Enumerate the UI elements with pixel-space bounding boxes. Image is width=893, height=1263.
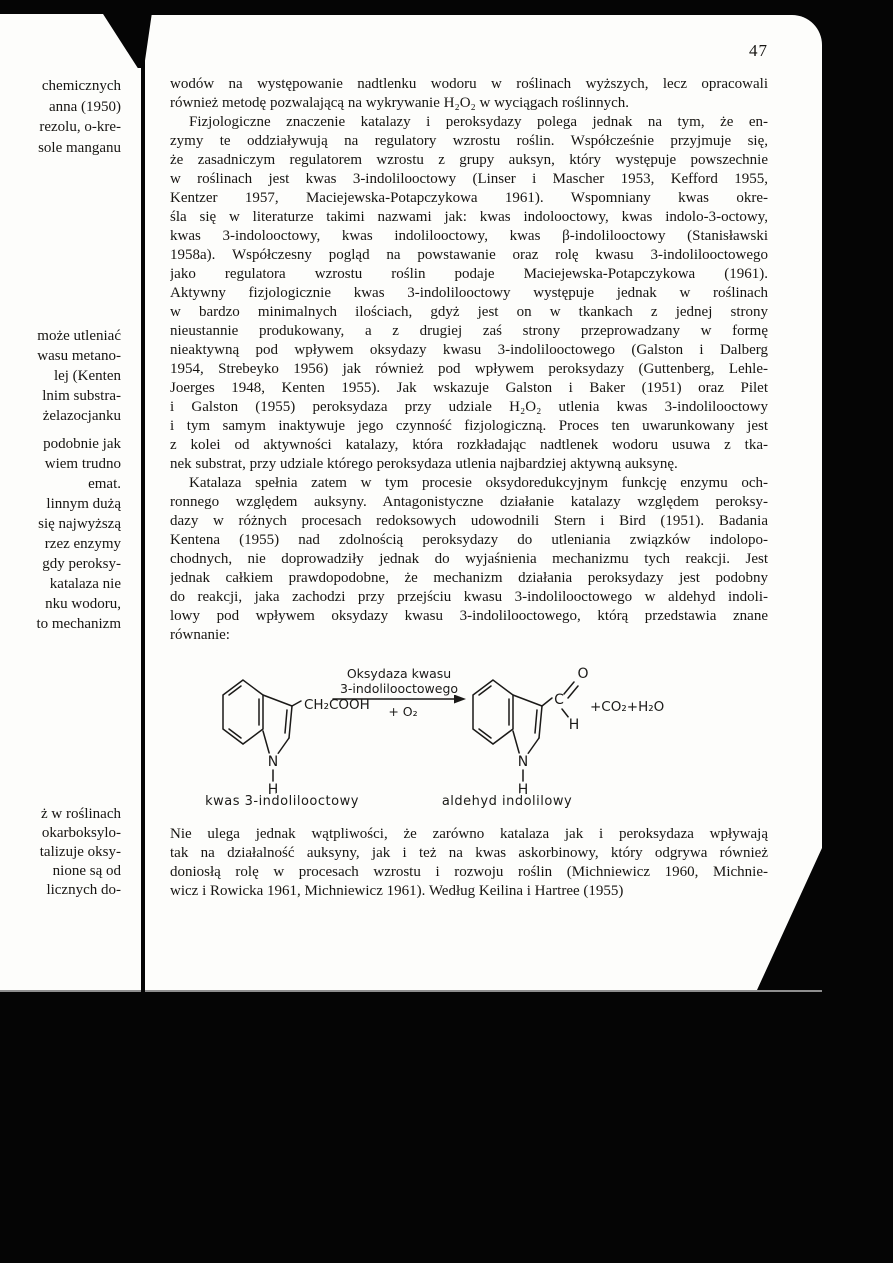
text-line: jako regulatora wzrostu roślin podaje Maciejewska-Potapczykowa (1961). [170,266,768,282]
text-line: kwas 3-indolooctowy, kwas indolilooctowy, kwas β-indolilooctowy (Stanisławski [170,228,768,244]
hydrogen-label: H [267,782,279,798]
nitrogen-label: N [517,754,529,770]
text-line: równanie: [170,627,230,643]
text-line: żelazocjanku [42,408,121,424]
text-line: gdy peroksy- [42,556,121,572]
text-line: nek substrat, przy udziale którego peroksydaza utlenia najbardziej aktywną auksynę. [170,456,678,472]
text-line: wiem trudno [44,456,121,472]
text-line: śla się w literaturze takimi nazwami jak: kwas indolooctowy, kwas indolo-3-octowy, [170,209,768,225]
text-line: w bardzo minimalnych ilościach, gdyż jest on w tkankach z jednej strony [170,304,768,320]
text-line: anna (1950) [48,98,121,115]
text-line: Joerges 1948, Kenten 1955). Jak wskazuje Galston i Baker (1951) oraz Pilet [170,380,768,396]
left-structure-caption: kwas 3-indolilooctowy [205,794,359,809]
main-text [170,75,768,645]
ch2cooh-label: CH₂COOH [304,697,370,713]
paragraph-1 [170,75,768,113]
paragraph-2 [170,113,768,474]
carbon-label: C [554,692,564,708]
right-structure-caption: aldehyd indolilowy [441,794,573,809]
oxidase-label-line1: Oksydaza kwasu [346,666,452,681]
text-line: emat. [88,476,121,492]
text-line: rezolu, o-kre- [39,119,121,135]
left-page-sliver [0,14,141,992]
products-label: +CO₂+H₂O [590,699,665,715]
text-line: chemicznych [41,78,121,94]
text-line: jednak całkiem prawdopodobne, że mechanizm działania peroksydazy jest podobny [170,570,768,586]
text-line: Aktywny fizjologicznie kwas 3-indolilooctowy występuje jednak w roślinach [170,285,768,301]
text-line: wasu metano- [37,348,121,364]
paragraph-4 [170,825,768,901]
text-line: również metodę pozwalającą na wykrywanie H₂O₂ w wyciągach roślinnych. [170,95,630,111]
text-line: Katalaza spełnia zatem w tym procesie oksydoredukcyjnym funkcję enzymu och- [189,475,768,491]
text-line: talizuje oksy- [39,844,121,860]
fragment-group-1 [0,76,121,158]
text-line: Kentena (1955) nad zdolnością peroksydazy do utleniania związków indolopo- [170,532,768,548]
text-line: tak na działalność auksyny, jak i też na kwas askorbinowy, który odgrywa również [170,845,768,861]
text-line: dazy w różnych procesach redoksowych udowodnili Stern i Bird (1951). Badania [170,513,768,529]
page-number: 47 [749,41,768,60]
text-line: rzez enzymy [44,536,121,552]
text-line: chodnych, nie doprowadziły jednak do wyjaśnienia mechanizmu tych reakcji. Jest [170,551,768,567]
paragraph-3 [170,474,768,645]
nitrogen-label: N [267,754,279,770]
oxidase-label-line2: 3-indolilooctowego [339,681,459,696]
text-line: zymy te oddziaływują na regulatory wzrostu roślin. Współcześnie przyjmuje się, [170,133,768,149]
text-line: lej (Kenten [53,368,121,384]
text-line: Fizjologiczne znaczenie katalazy i peroksydazy polega jednak na tym, że en- [189,114,768,130]
text-line: 1954, Strebeyko 1956) jak również pod wpływem peroksydazy (Guttenberg, Lehle- [170,361,768,377]
hydrogen-label: H [568,717,580,733]
text-line: ronnego względem auksyny. Antagonistyczne działanie katalazy względem peroksy- [170,494,768,510]
text-line: linnym dużą [46,496,121,512]
oxygen-label: + O₂ [388,704,418,719]
text-line: doniosłą rolę w procesach wzrostu i rozwoju roślin (Michniewicz 1960, Michnie- [170,864,768,880]
main-page [145,15,822,992]
text-line: w roślinach jest kwas 3-indolilooctowy (Linser i Mascher 1953, Kefford 1955, [170,171,768,187]
indole-structure-left [223,680,370,798]
text-line: ż w roślinach [41,806,121,822]
text-line: katalaza nie [49,576,121,592]
text-line: nione są od [52,863,121,879]
text-line: może utleniać [37,328,121,344]
oxygen-atom-label: O [577,666,589,682]
fragment-group-3 [0,434,121,634]
fragment-group-2 [0,326,121,426]
fragment-group-4 [0,805,121,900]
text-line: i tym samym inaktywuje jego czynność fizjologiczną. Proces ten uwarunkowany jest [170,418,768,434]
text-line: nku wodoru, [45,596,121,612]
text-line: to mechanizm [36,616,121,632]
text-line: 1958a). Współczesny pogląd na powstawanie oraz rolę kwasu 3-indolilooctowego [170,247,768,263]
reaction-diagram [200,658,820,818]
text-line: do reakcji, jaka zachodzi przy przejściu kwasu 3-indolilooctowego w aldehyd indoli- [170,589,768,605]
text-line: lowy pod wpływem oksydazy kwasu 3-indolilooctowego, którą przedstawia znane [170,608,768,624]
text-line: i Galston (1955) peroksydaza przy udziale H₂O₂ utlenia kwas 3-indolilooctowy [170,399,768,415]
text-line: wicz i Rowicka 1961, Michniewicz 1961). Według Keilina i Hartree (1955) [170,883,624,899]
text-line: nieaktywną pod wpływem oksydazy kwasu 3-indolilooctowego (Galston i Dalberg [170,342,768,358]
text-line: Nie ulega jednak wątpliwości, że zarówno katalaza jak i peroksydaza wpływają [170,826,768,842]
text-line: się najwyższą [38,516,121,532]
text-line: podobnie jak [43,436,121,452]
text-line: Kentzer 1957, Maciejewska-Potapczykowa 1961). Wspomniany kwas okre- [170,190,768,206]
text-line: że zasadniczym regulatorem wzrostu z grupy auksyn, który występuje powszechnie [170,152,768,168]
text-line: okarboksylo- [41,825,121,841]
text-line: lnim substra- [42,388,121,404]
hydrogen-label: H [517,782,529,798]
text-line: licznych do- [46,882,121,898]
text-line: wodów na występowanie nadtlenku wodoru w roślinach wyższych, lecz opracowali [170,76,768,92]
text-line: z kolei od aktywności katalazy, która rozkładając nadtlenek wodoru usuwa z tka- [170,437,768,453]
text-line: sole manganu [38,139,121,156]
indole-structure-right [473,666,664,798]
text-line: nieustannie produkowany, a z drugiej zaś strony przeprowadzany w formę [170,323,768,339]
